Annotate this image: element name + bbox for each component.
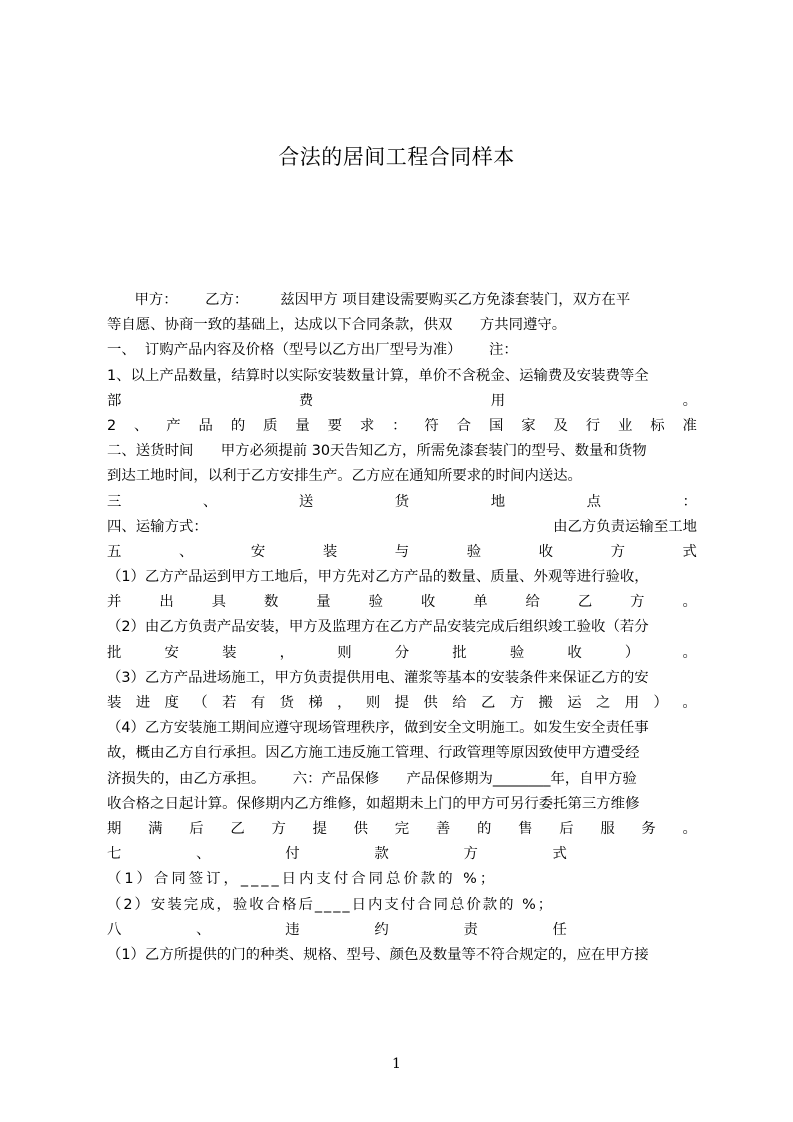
text-token: 并 [107,594,122,611]
text-token: 合 [456,417,472,434]
text-line [107,490,697,515]
text-token: 运 [567,695,582,711]
text-token: 后 [559,820,574,837]
text-line: （1）乙方所提供的门的种类、规格、型号、颜色及数量等不符合规定的，应在甲方接 [107,946,649,963]
text-token: 。 [682,820,697,837]
text-token: 地 [490,493,506,510]
text-token: 准 [682,417,697,434]
text-token: （ [193,695,208,711]
text-line: 故，概由乙方自行承担。因乙方施工违反施工管理、行政管理等原因致使甲方遭受经 [107,745,640,762]
text-token: 收 [420,594,436,611]
text-line [107,389,697,414]
text-token: 四、运输方式： [107,518,208,535]
text-token: 量 [316,594,331,611]
text-token: 用 [490,392,506,409]
text-token: 符 [424,417,439,434]
text-token: 。 [682,644,697,661]
text-line: 一、 订购产品内容及价格（型号以乙方出厂型号为准） 注： [107,342,518,359]
text-token: 供 [423,695,438,711]
text-token: 、 [196,846,211,863]
text-token: 供 [353,820,369,837]
text-token: 安 [250,543,266,560]
text-line: （1）合同签订，____日内支付合同总价款的 %； [107,871,498,888]
text-token: 安 [164,644,179,661]
text-token: 方 [271,820,286,837]
text-token: 满 [148,820,163,837]
text-token: 付 [285,846,300,863]
text-line: 甲方： 乙方： 兹因甲方 项目建设需要购买乙方免漆套装门，双方在平 [107,292,631,308]
text-token: 任 [552,921,567,938]
text-token: 方 [610,543,625,560]
text-line [107,515,697,540]
text-token: 服 [600,820,615,837]
text-token: 业 [618,417,633,434]
text-token: 梯 [308,695,323,711]
text-line [107,590,697,615]
text-token: 货 [394,493,410,510]
text-token: 具 [211,594,227,611]
text-token: 后 [189,820,204,837]
text-token: 用 [624,695,640,711]
text-line: 济损失的，由乙方承担。 六：产品保修 产品保修期为________年，自甲方验 [107,770,637,787]
text-line: （2）安装完成，验收合格后____日内支付合同总价款的 %； [107,896,555,913]
text-token: 乙 [480,695,496,711]
text-token: 提 [312,820,327,837]
text-token: 则 [365,695,381,711]
text-token: 提 [394,695,410,711]
text-line: 到达工地时间，以利于乙方安排生产。乙方应在通知所要求的时间内送达。 [107,468,582,485]
text-token: 装 [107,695,122,711]
text-token: 违 [285,921,300,938]
text-token: 要 [327,417,343,434]
text-token: 单 [473,594,488,611]
text-token: 与 [394,543,410,560]
text-token: 标 [650,417,665,434]
text-token: 八 [107,921,122,938]
text-token: 验 [466,543,482,560]
text-token: 、 [134,417,149,434]
text-token: 完 [394,820,410,837]
text-token: 款 [374,846,389,863]
text-token: 批 [107,644,122,661]
page-number: 1 [392,1056,401,1072]
text-token: 费 [298,392,314,409]
text-token: ： [392,417,407,434]
text-token: 的 [230,417,246,434]
text-token: ， [279,644,295,661]
text-token: 务 [641,820,656,837]
text-line [107,817,697,842]
text-token: 三 [107,493,122,510]
text-token: 行 [585,417,601,434]
text-line [107,540,697,565]
text-token: 给 [452,695,467,711]
text-token: 、 [202,493,218,510]
text-token: 。 [682,392,697,409]
text-token: 给 [525,594,540,611]
text-token: 及 [553,417,568,434]
text-token: 求 [359,417,375,434]
text-token: 有 [250,695,266,711]
text-line: 二、送货时间 甲方必须提前 30天告知乙方，所需免漆套装门的型号、数量和货物 [107,443,647,460]
text-token: 若 [222,695,237,711]
text-token: 装 [222,644,237,661]
text-token: 国 [488,417,504,434]
text-token: 乙 [577,594,593,611]
text-token: 部 [107,392,122,409]
text-token: 的 [476,820,492,837]
text-line [107,414,697,439]
text-token: 出 [159,594,174,611]
text-line: （3）乙方产品进场施工，甲方负责提供用电、灌浆等基本的安装条件来保证乙方的安 [107,669,649,686]
text-token: 品 [198,417,213,434]
text-token: 收 [538,543,554,560]
text-token: 方 [630,594,645,611]
text-token: 、 [196,921,211,938]
text-token: 式 [552,846,567,863]
text-line: （1）乙方产品运到甲方工地后，甲方先对乙方产品的数量、质量、外观等进行验收， [107,569,649,586]
text-token: 收 [567,644,582,661]
text-token: 家 [521,417,536,434]
text-token: 售 [518,820,533,837]
text-token: ） [653,695,668,711]
text-line: 1、以上产品数量，结算时以实际安装数量计算，单价不含税金、运输费及安装费等全 [107,367,649,384]
text-token: 搬 [538,695,553,711]
text-token: 送 [298,493,314,510]
text-token: 数 [263,594,279,611]
text-token: 之 [596,695,611,711]
text-token: 货 [279,695,294,711]
text-line: （2）由乙方负责产品安装，甲方及监理方在乙方产品安装完成后组织竣工验收（若分 [107,619,649,636]
text-token: 质 [263,417,278,434]
contract-body [107,288,697,1008]
text-token: 量 [295,417,310,434]
text-token: 则 [337,644,352,661]
text-token: ） [624,644,640,661]
text-token: 进 [135,695,151,711]
text-token: 由乙方负责运输至工地 [553,518,697,535]
text-token: 批 [452,644,467,661]
text-token: 度 [164,695,179,711]
text-token: ， [337,695,352,711]
text-line [107,918,697,943]
text-token: 点 [586,493,602,510]
text-line: 等自愿、协商一致的基础上，达成以下合同条款，供双 方共同遵守。 [107,317,567,334]
text-token: 产 [166,417,181,434]
text-token: 。 [682,594,697,611]
text-token: 、 [178,543,194,560]
text-token: 方 [463,846,478,863]
text-line [107,842,697,867]
text-token: 2 [107,417,117,434]
text-token: 分 [394,644,410,661]
text-line: （4）乙方安装施工期间应遵守现场管理秩序，做到安全文明施工。如发生安全责任事 [107,720,649,737]
text-token: 验 [509,644,525,661]
text-token: 乙 [230,820,245,837]
text-line: 收合格之日起计算。保修期内乙方维修，如超期未上门的甲方可另行委托第三方维修 [107,795,640,812]
text-token: 方 [509,695,525,711]
text-line [107,691,697,716]
text-line [107,641,697,666]
text-token: 七 [107,846,122,863]
text-token: 装 [322,543,338,560]
text-token: 验 [368,594,383,611]
text-token: 期 [107,820,122,837]
text-token: 约 [374,921,389,938]
text-token: 善 [435,820,451,837]
text-token: 五 [107,543,122,560]
page-title: 合法的居间工程合同样本 [278,145,515,169]
text-token: 式 [682,543,697,560]
text-token: 责 [463,921,478,938]
text-token: 。 [682,695,697,711]
text-token: ： [682,493,697,510]
